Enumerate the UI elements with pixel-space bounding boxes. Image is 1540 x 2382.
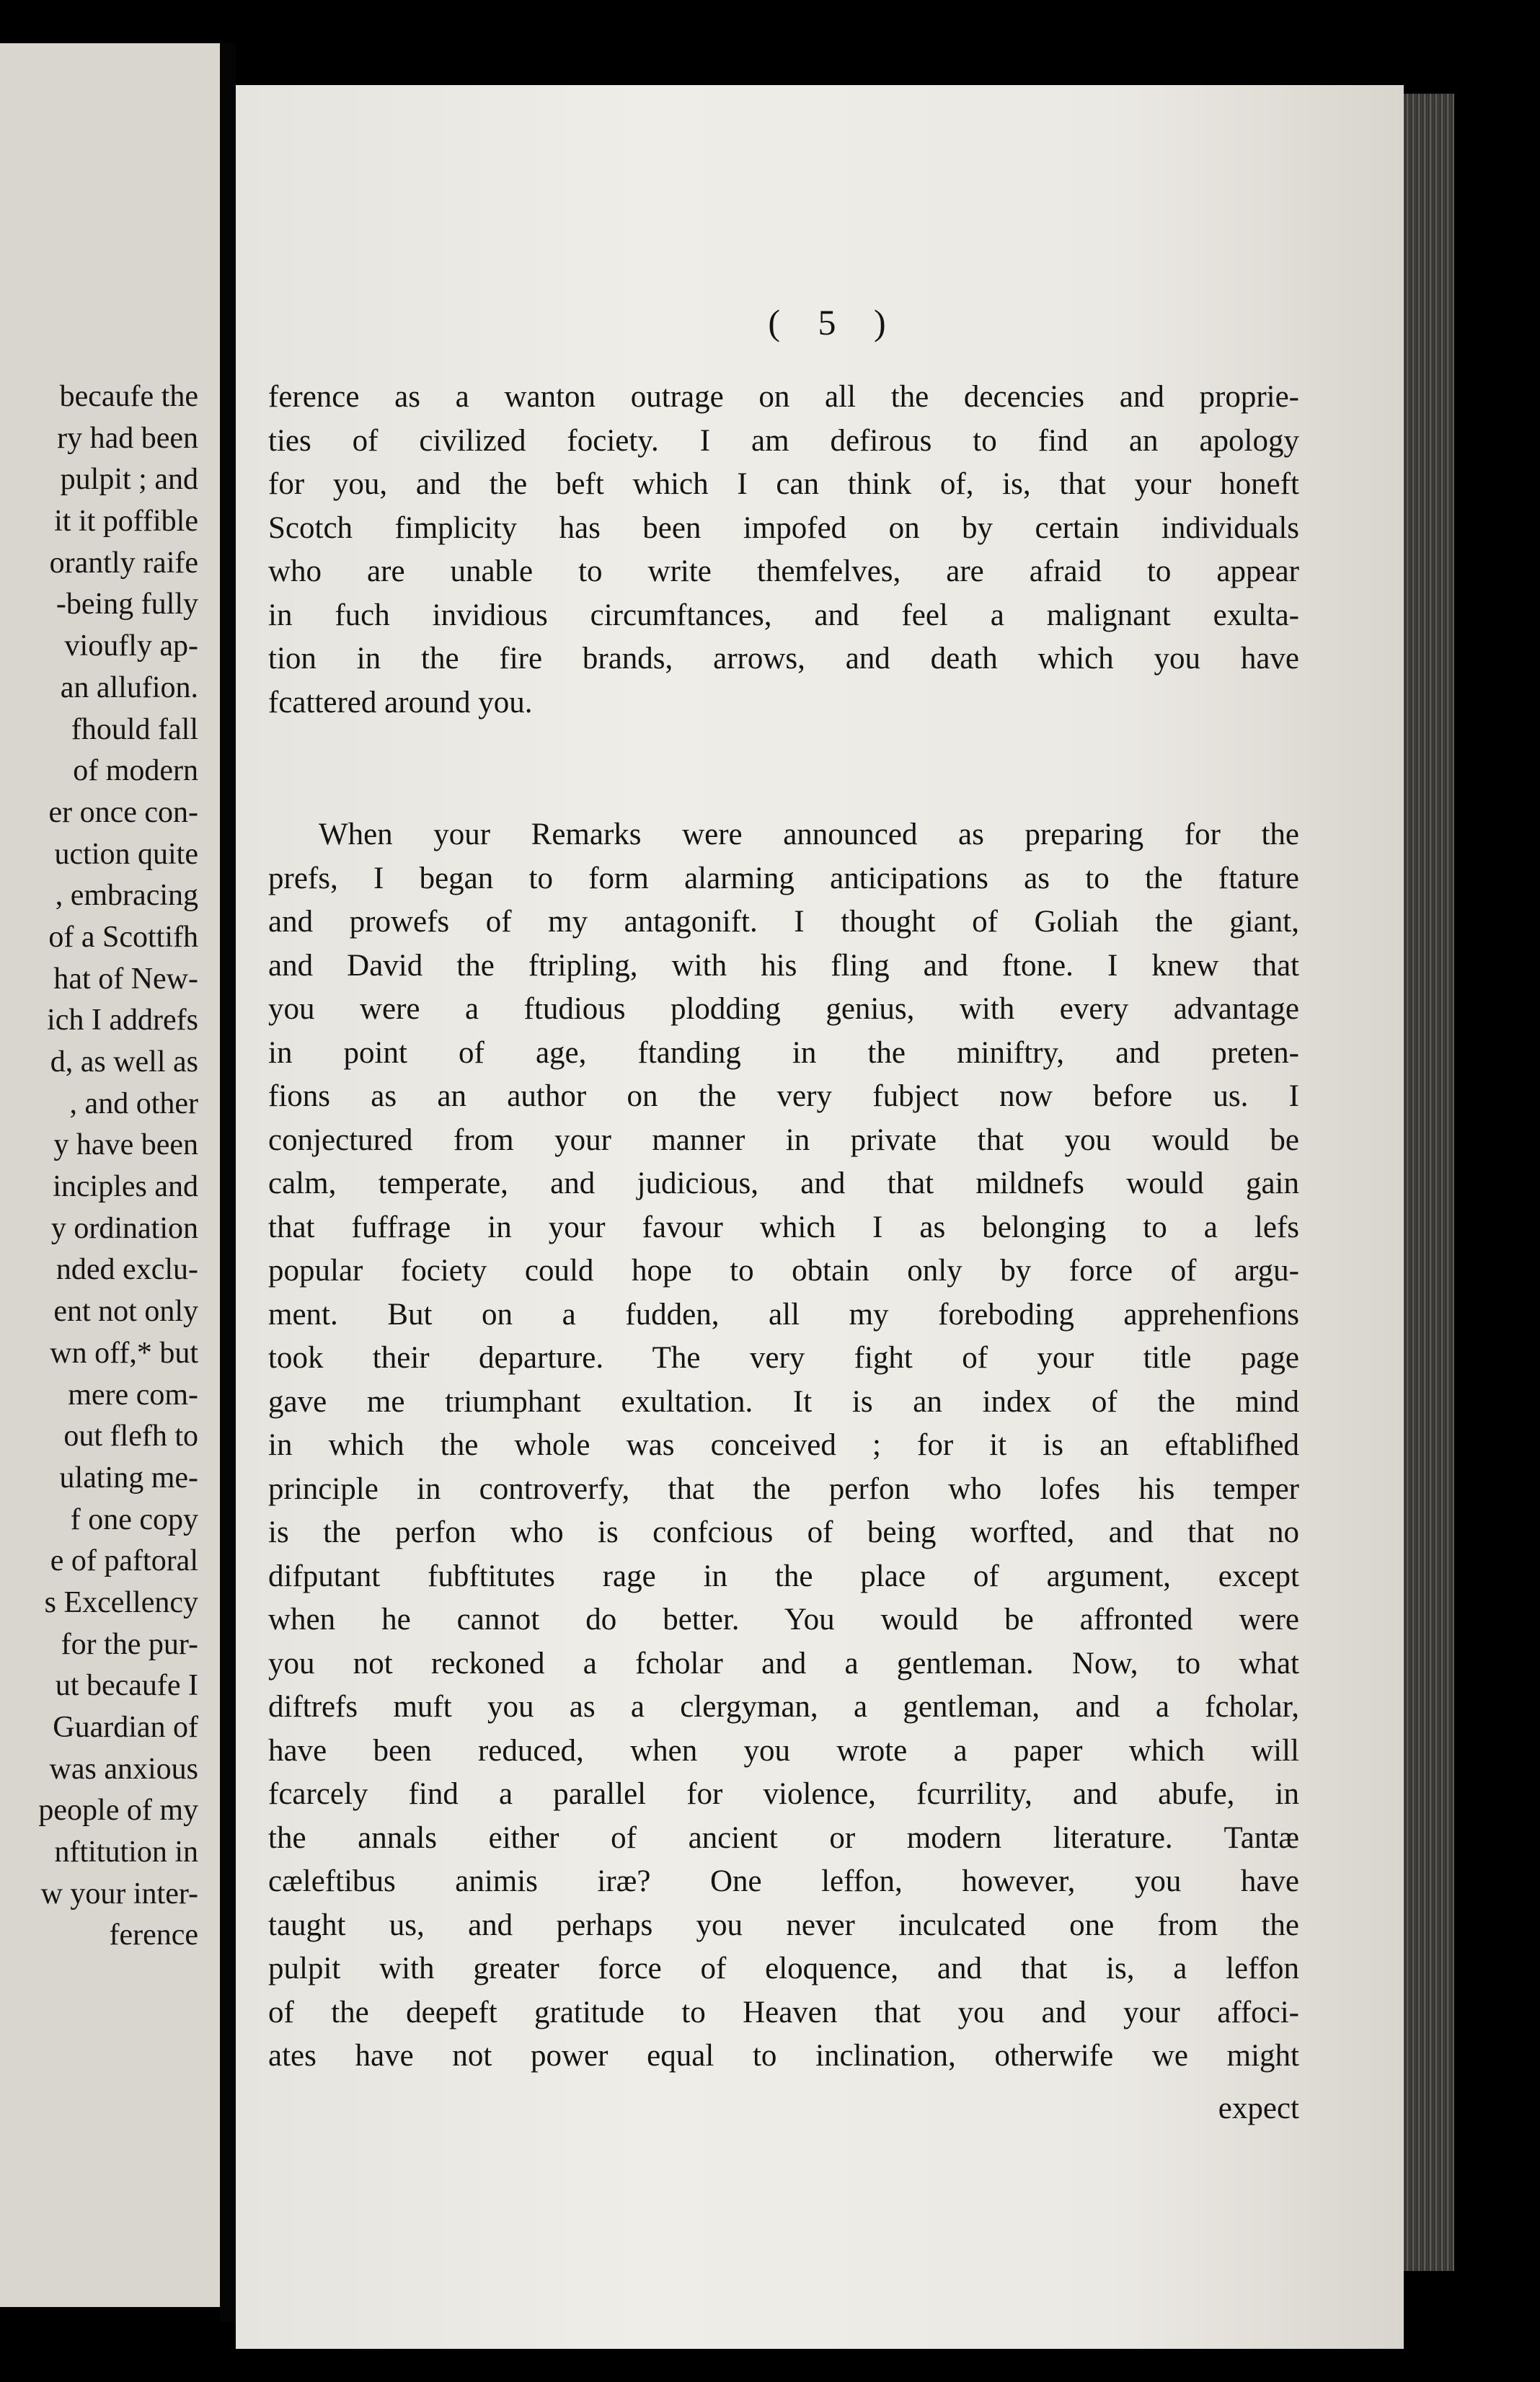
text-line: conjectured from your manner in private that you would be bbox=[268, 1123, 1299, 1157]
text-line: ties of civilized fociety. I am defirous to find an apology bbox=[268, 423, 1299, 458]
text-line: you not reckoned a fcholar and a gentleman. Now, to what bbox=[268, 1646, 1299, 1681]
text-line: in point of age, ftanding in the miniftry, and preten- bbox=[268, 1035, 1299, 1070]
text-line: that fuffrage in your favour which I as belonging to a lefs bbox=[268, 1210, 1299, 1244]
text-line: , embracing bbox=[55, 879, 198, 913]
text-line: ulating me- bbox=[59, 1461, 198, 1495]
text-line: of a Scottifh bbox=[48, 920, 198, 954]
book-gutter bbox=[220, 43, 236, 2321]
text-line: an allufion. bbox=[60, 670, 198, 704]
text-line: inciples and bbox=[53, 1170, 198, 1204]
text-line: pulpit ; and bbox=[60, 463, 198, 497]
text-line: fhould fall bbox=[71, 712, 198, 746]
text-line: ference bbox=[109, 1918, 198, 1952]
text-line: out flefh to bbox=[63, 1420, 198, 1453]
text-line: when he cannot do better. You would be affronted were bbox=[268, 1603, 1299, 1637]
text-line: in fuch invidious circumftances, and feel a malignant exulta- bbox=[268, 598, 1299, 632]
text-line: who are unable to write themfelves, are afraid to appear bbox=[268, 554, 1299, 588]
text-line: d, as well as bbox=[50, 1045, 198, 1079]
text-line: becaufe the bbox=[59, 380, 198, 413]
text-line: taught us, and perhaps you never inculcated one from the bbox=[268, 1908, 1299, 1942]
text-line: for you, and the beft which I can think of, is, that your honeft bbox=[268, 467, 1299, 501]
text-line: prefs, I began to form alarming anticipations as to the ftature bbox=[268, 861, 1299, 895]
text-line: was anxious bbox=[49, 1752, 198, 1786]
text-line: diftrefs muft you as a clergyman, a gentleman, and a fcholar, bbox=[268, 1690, 1299, 1724]
text-line: in which the whole was conceived ; for it is an eftablifhed bbox=[268, 1428, 1299, 1462]
text-line: ut becaufe I bbox=[55, 1669, 198, 1703]
catchword: expect bbox=[1218, 2091, 1299, 2125]
text-line: is the perfon who is confcious of being worfted, and that no bbox=[268, 1515, 1299, 1549]
main-page bbox=[236, 85, 1404, 2349]
text-line: nded exclu- bbox=[56, 1253, 198, 1287]
text-line: fions as an author on the very fubject now before us. I bbox=[268, 1079, 1299, 1113]
text-line: principle in controverfy, that the perfon who lofes his temper bbox=[268, 1471, 1299, 1506]
text-line: ry had been bbox=[57, 421, 198, 455]
facing-page-text bbox=[0, 376, 198, 1957]
text-line: it it poffible bbox=[54, 505, 198, 539]
text-line: ich I addrefs bbox=[47, 1004, 198, 1037]
text-line: y ordination bbox=[50, 1211, 198, 1245]
text-line: mere com- bbox=[68, 1378, 198, 1412]
text-line: fcattered around you. bbox=[268, 685, 533, 720]
text-line: of modern bbox=[73, 754, 198, 788]
text-line: popular fociety could hope to obtain only by force of argu- bbox=[268, 1254, 1299, 1288]
text-line: Guardian of bbox=[53, 1711, 198, 1744]
text-line: wn off,* but bbox=[50, 1336, 198, 1370]
facing-page bbox=[0, 43, 220, 2307]
text-line: uction quite bbox=[54, 837, 198, 871]
text-line: difputant fubftitutes rage in the place of argument, except bbox=[268, 1559, 1299, 1593]
text-line: calm, temperate, and judicious, and that mildnefs would gain bbox=[268, 1166, 1299, 1200]
text-line: tion in the fire brands, arrows, and death which you have bbox=[268, 642, 1299, 676]
text-line: e of paftoral bbox=[50, 1544, 198, 1578]
text-line: ent not only bbox=[53, 1295, 198, 1329]
paragraph-2 bbox=[268, 813, 1299, 2078]
text-line: you were a ftudious plodding genius, with every advantage bbox=[268, 992, 1299, 1026]
text-line: , and other bbox=[69, 1086, 198, 1120]
text-line: w your inter- bbox=[40, 1877, 198, 1911]
text-line: people of my bbox=[38, 1794, 198, 1828]
page-edges bbox=[1404, 94, 1454, 2271]
text-line: and David the ftripling, with his fling and ftone. I knew that bbox=[268, 948, 1299, 983]
text-line: ference as a wanton outrage on all the decencies and proprie- bbox=[268, 380, 1299, 414]
text-line: the annals either of ancient or modern literature. Tantæ bbox=[268, 1820, 1299, 1855]
text-line: ment. But on a fudden, all my foreboding apprehenfions bbox=[268, 1297, 1299, 1332]
text-line: ates have not power equal to inclination, otherwife we might bbox=[268, 2039, 1299, 2073]
text-line: have been reduced, when you wrote a paper which will bbox=[268, 1733, 1299, 1768]
text-line: fcarcely find a parallel for violence, fcurrility, and abufe, in bbox=[268, 1777, 1299, 1811]
text-line: When your Remarks were announced as preparing for the bbox=[319, 818, 1299, 851]
text-line: took their departure. The very fight of your title page bbox=[268, 1341, 1299, 1375]
text-line: gave me triumphant exultation. It is an index of the mind bbox=[268, 1384, 1299, 1419]
page-number: ( 5 ) bbox=[768, 302, 900, 342]
text-line: of the deepeft gratitude to Heaven that you and your affoci- bbox=[268, 1995, 1299, 2029]
text-line: orantly raife bbox=[49, 546, 198, 580]
text-line: -being fully bbox=[56, 588, 198, 621]
text-line: for the pur- bbox=[61, 1627, 198, 1661]
text-line: Scotch fimplicity has been impofed on by certain individuals bbox=[268, 510, 1299, 545]
text-line: er once con- bbox=[48, 795, 198, 829]
text-line: s Excellency bbox=[44, 1585, 198, 1619]
text-line: vioufly ap- bbox=[64, 629, 198, 663]
text-line: cæleftibus animis iræ? One leffon, however, you have bbox=[268, 1864, 1299, 1898]
catchword-block bbox=[268, 2087, 1299, 2131]
text-line: nftitution in bbox=[54, 1836, 198, 1869]
text-line: pulpit with greater force of eloquence, and that is, a leffon bbox=[268, 1952, 1299, 1985]
text-line: and prowefs of my antagonift. I thought of Goliah the giant, bbox=[268, 905, 1299, 939]
text-line: hat of New- bbox=[53, 962, 198, 996]
paragraph-1 bbox=[268, 376, 1299, 725]
text-line: y have been bbox=[53, 1128, 198, 1162]
text-line: f one copy bbox=[70, 1502, 198, 1536]
